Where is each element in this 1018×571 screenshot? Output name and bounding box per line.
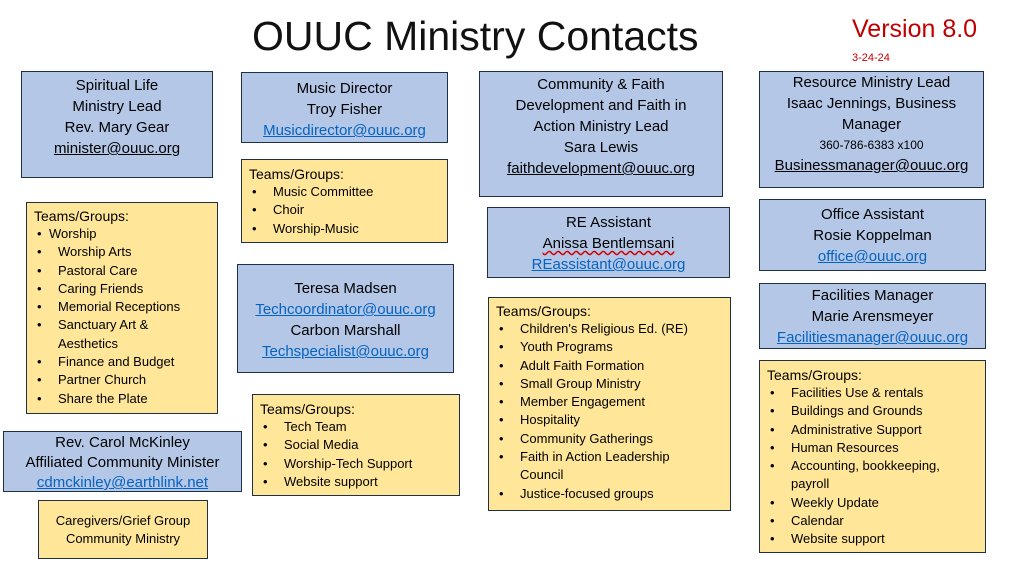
office-assistant-email[interactable]: office@ouuc.org — [817, 248, 928, 265]
list-item: • Facilities Use & rentals — [760, 384, 985, 402]
music-director-role: Music Director — [296, 80, 393, 97]
list-item: • Worship Arts — [27, 243, 217, 261]
facilities-manager-contact-box — [759, 283, 986, 349]
re-assistant-contact-box — [487, 207, 730, 278]
tech-teams-list — [253, 418, 459, 491]
faith-lead-name: Sara Lewis — [563, 139, 639, 156]
list-item: • Sanctuary Art & Aesthetics — [27, 316, 158, 353]
faith-title-line3: Action Ministry Lead — [533, 118, 669, 135]
resource-ministry-contact-box — [759, 71, 984, 188]
list-item: • Music Committee — [242, 183, 447, 201]
faith-teams-header: Teams/Groups: — [496, 303, 591, 319]
facilities-manager-role: Facilities Manager — [811, 287, 934, 304]
list-item: • Weekly Update — [760, 494, 985, 512]
spiritual-life-subtitle: Ministry Lead — [72, 98, 162, 115]
list-item: • Finance and Budget — [27, 353, 217, 371]
spiritual-teams-list — [27, 225, 217, 408]
music-teams-header: Teams/Groups: — [249, 166, 344, 182]
caregivers-box — [38, 500, 208, 559]
list-item: • Accounting, bookkeeping, payroll — [760, 457, 966, 494]
list-item: • Calendar — [760, 512, 985, 530]
list-item: • Human Resources — [760, 439, 985, 457]
spiritual-life-name: Rev. Mary Gear — [64, 119, 170, 136]
list-item: • Justice-focused groups — [489, 485, 730, 503]
music-teams-list — [242, 183, 447, 238]
resource-ministry-phone: 360-786-6383 x100 — [819, 138, 924, 152]
tech-teams-header: Teams/Groups: — [260, 401, 355, 417]
affiliated-minister-email[interactable]: cdmckinley@earthlink.net — [36, 474, 209, 491]
facilities-manager-name: Marie Arensmeyer — [811, 308, 934, 325]
faith-title-line1: Community & Faith — [537, 76, 665, 93]
list-item: • Administrative Support — [760, 421, 985, 439]
resource-ministry-role: Resource Ministry Lead — [792, 74, 951, 91]
list-item: • Worship-Music — [242, 220, 447, 238]
list-item: • Website support — [253, 473, 459, 491]
list-item: • Website support — [760, 530, 985, 548]
spiritual-life-email[interactable]: minister@ouuc.org — [53, 140, 181, 157]
list-item: • Social Media — [253, 436, 459, 454]
tech-specialist-name: Carbon Marshall — [290, 322, 401, 339]
list-item: • Worship — [27, 225, 217, 243]
faith-development-contact-box — [479, 71, 723, 197]
caregivers-line1: Caregivers/Grief Group — [55, 513, 191, 528]
tech-contact-box — [237, 264, 454, 373]
facilities-manager-email[interactable]: Facilitiesmanager@ouuc.org — [776, 329, 969, 346]
caregivers-line2: Community Ministry — [65, 531, 181, 546]
music-director-email[interactable]: Musicdirector@ouuc.org — [263, 122, 426, 139]
list-item: • Choir — [242, 201, 447, 219]
faith-teams-box — [488, 297, 731, 511]
list-item: • Memorial Receptions — [27, 298, 217, 316]
list-item: • Partner Church — [27, 371, 217, 389]
affiliated-minister-name: Rev. Carol McKinley — [55, 434, 190, 451]
resource-teams-header: Teams/Groups: — [767, 367, 862, 383]
spiritual-life-contact-box — [21, 71, 213, 178]
spiritual-teams-box — [26, 202, 218, 414]
tech-teams-box — [252, 394, 460, 496]
office-assistant-role: Office Assistant — [820, 206, 925, 223]
list-item: • Community Gatherings — [489, 430, 730, 448]
music-director-name: Troy Fisher — [306, 101, 383, 118]
resource-ministry-email[interactable]: Businessmanager@ouuc.org — [774, 157, 969, 174]
affiliated-minister-role: Affiliated Community Minister — [25, 454, 220, 471]
list-item: • Caring Friends — [27, 280, 217, 298]
resource-ministry-name: Isaac Jennings, Business — [786, 95, 957, 112]
list-item: • Worship-Tech Support — [253, 455, 459, 473]
version-label: Version 8.0 — [852, 15, 978, 43]
list-item: • Youth Programs — [489, 338, 730, 356]
affiliated-minister-contact-box — [3, 431, 242, 492]
page-title: OUUC Ministry Contacts — [252, 13, 699, 59]
resource-teams-list — [760, 384, 985, 549]
list-item: • Faith in Action Leadership Council — [489, 448, 685, 485]
resource-ministry-title: Manager — [841, 116, 902, 133]
list-item: • Adult Faith Formation — [489, 357, 730, 375]
faith-lead-email[interactable]: faithdevelopment@ouuc.org — [507, 160, 695, 177]
music-director-contact-box — [241, 72, 448, 143]
list-item: • Children's Religious Ed. (RE) — [489, 320, 730, 338]
list-item: • Tech Team — [253, 418, 459, 436]
re-assistant-role: RE Assistant — [565, 214, 652, 231]
tech-coordinator-email[interactable]: Techcoordinator@ouuc.org — [255, 301, 436, 318]
version-date: 3-24-24 — [852, 52, 890, 64]
music-teams-box — [241, 159, 448, 243]
list-item: • Pastoral Care — [27, 262, 217, 280]
office-assistant-contact-box — [759, 199, 986, 271]
faith-teams-list — [489, 320, 730, 503]
list-item: • Member Engagement — [489, 393, 730, 411]
resource-teams-box — [759, 360, 986, 553]
re-assistant-email[interactable]: REassistant@ouuc.org — [531, 256, 686, 273]
re-assistant-name: Anissa Bentlemsani — [542, 235, 675, 252]
list-item: • Share the Plate — [27, 390, 217, 408]
faith-title-line2: Development and Faith in — [515, 97, 687, 114]
list-item: • Small Group Ministry — [489, 375, 730, 393]
spiritual-life-title: Spiritual Life — [75, 77, 159, 94]
office-assistant-name: Rosie Koppelman — [813, 227, 932, 244]
tech-coordinator-name: Teresa Madsen — [294, 280, 397, 297]
tech-specialist-email[interactable]: Techspecialist@ouuc.org — [262, 343, 429, 360]
list-item: • Hospitality — [489, 411, 730, 429]
spiritual-teams-header: Teams/Groups: — [34, 208, 129, 224]
list-item: • Buildings and Grounds — [760, 402, 985, 420]
